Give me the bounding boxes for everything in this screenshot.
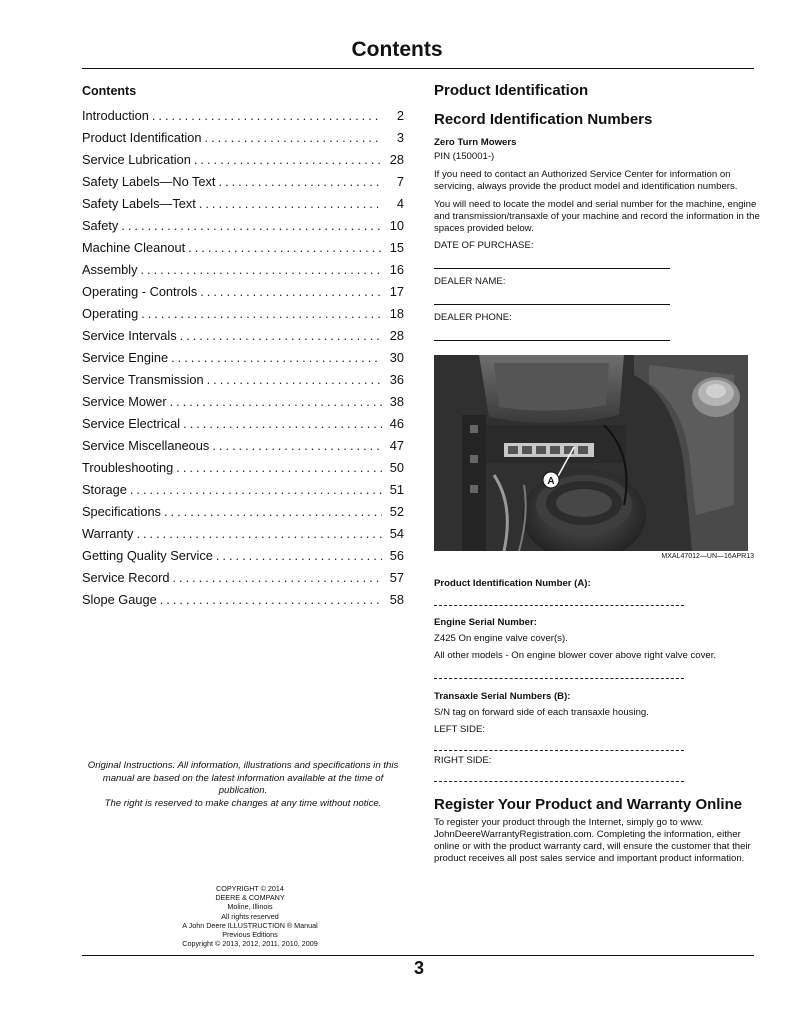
callout-a: A: [547, 476, 555, 487]
toc-entry-label: Service Miscellaneous: [82, 438, 210, 453]
toc-entry-page: 28: [389, 328, 404, 343]
toc-entry-label: Service Transmission: [82, 372, 204, 387]
figure-caption: MXAL47012—UN—16APR13: [661, 553, 754, 560]
dealer-name-field[interactable]: [434, 304, 670, 305]
toc-leader-dots: [172, 570, 382, 585]
original-instructions-notice: [82, 760, 404, 810]
toc-leader-dots: [176, 460, 382, 475]
mower-illustration: [434, 355, 748, 551]
toc-entry-page: 58: [389, 592, 404, 607]
left-side-label: LEFT SIDE:: [434, 724, 486, 735]
notice-rights: The right is reserved to make changes at any time without notice.: [104, 797, 382, 809]
toc-leader-dots: [207, 372, 382, 387]
toc-entry-page: 28: [389, 152, 404, 167]
toc-leader-dots: [141, 306, 382, 321]
toc-entry-page: 50: [389, 460, 404, 475]
page-number: 3: [413, 958, 424, 978]
transaxle-serial-label: Transaxle Serial Numbers (B):: [434, 691, 571, 702]
toc-list: [82, 108, 404, 614]
engine-note-other: All other models - On engine blower cover above right valve cover.: [434, 650, 717, 661]
toc-leader-dots: [200, 284, 382, 299]
copyright-line: DEERE & COMPANY: [215, 893, 285, 903]
toc-entry-label: Introduction: [82, 108, 149, 123]
bottom-rule: [82, 955, 754, 956]
dealer-name-label: DEALER NAME:: [434, 276, 506, 287]
toc-entry-label: Service Mower: [82, 394, 167, 409]
toc-entry-label: Safety: [82, 218, 119, 233]
toc-leader-dots: [188, 240, 382, 255]
toc-entry[interactable]: [82, 152, 404, 174]
toc-entry[interactable]: [82, 306, 404, 328]
toc-entry[interactable]: [82, 504, 404, 526]
toc-entry-page: 56: [389, 548, 404, 563]
copyright-line: All rights reserved: [221, 911, 279, 921]
toc-entry-page: 30: [389, 350, 404, 365]
toc-entry-label: Warranty: [82, 526, 134, 541]
right-side-label: RIGHT SIDE:: [434, 755, 492, 766]
toc-entry-page: 38: [389, 394, 404, 409]
toc-entry-label: Service Record: [82, 570, 170, 585]
toc-entry[interactable]: [82, 240, 404, 262]
toc-leader-dots: [160, 592, 382, 607]
toc-entry[interactable]: [82, 526, 404, 548]
register-body: To register your product through the Internet, simply go to www. JohnDeereWarrantyRegistration.com. Completing the information, either online or with the product warranty card, will ensure the customer that their product receives all post sales service and important product information.: [434, 817, 751, 864]
right-side-field[interactable]: [434, 781, 684, 782]
toc-entry-label: Specifications: [82, 504, 161, 519]
toc-entry-page: 57: [389, 570, 404, 585]
toc-entry-label: Assembly: [82, 262, 138, 277]
dealer-phone-label: DEALER PHONE:: [434, 312, 512, 323]
toc-entry-page: 46: [389, 416, 404, 431]
toc-entry[interactable]: [82, 592, 404, 614]
toc-entry-page: 4: [396, 196, 404, 211]
toc-entry-label: Machine Cleanout: [82, 240, 186, 255]
toc-entry-page: 52: [389, 504, 404, 519]
toc-entry[interactable]: [82, 460, 404, 482]
toc-entry[interactable]: [82, 438, 404, 460]
locate-paragraph: You will need to locate the model and serial number for the machine, engine and transmission/transaxle of your machine and record the information in the spaces provided below.: [434, 199, 760, 234]
toc-entry[interactable]: [82, 350, 404, 372]
date-of-purchase-label: DATE OF PURCHASE:: [434, 240, 534, 251]
toc-entry-label: Service Engine: [82, 350, 169, 365]
toc-leader-dots: [183, 416, 382, 431]
toc-entry-page: 17: [389, 284, 404, 299]
toc-leader-dots: [199, 196, 382, 211]
toc-entry[interactable]: [82, 482, 404, 504]
toc-entry-page: 36: [389, 372, 404, 387]
toc-entry[interactable]: [82, 218, 404, 240]
toc-entry-page: 51: [389, 482, 404, 497]
toc-entry-label: Getting Quality Service: [82, 548, 213, 563]
date-of-purchase-field[interactable]: [434, 268, 670, 269]
engine-note-z425: Z425 On engine valve cover(s).: [434, 633, 568, 644]
product-identification-section: [434, 82, 760, 865]
copyright-line: Copyright © 2013, 2012, 2011, 2010, 2009: [182, 939, 318, 949]
mower-photo: [434, 355, 748, 551]
toc-leader-dots: [216, 548, 382, 563]
toc-entry-label: Slope Gauge: [82, 592, 157, 607]
toc-entry-page: 2: [396, 108, 404, 123]
toc-entry-page: 3: [396, 130, 404, 145]
toc-entry-label: Product Identification: [82, 130, 202, 145]
pin-field[interactable]: [434, 605, 684, 606]
toc-entry-page: 18: [389, 306, 404, 321]
toc-entry-label: Storage: [82, 482, 127, 497]
copyright-line: COPYRIGHT © 2014: [216, 884, 284, 893]
toc-leader-dots: [212, 438, 382, 453]
toc-entry[interactable]: [82, 196, 404, 218]
toc-leader-dots: [136, 526, 382, 541]
copyright-line: Moline, Illinois: [227, 902, 273, 912]
toc-leader-dots: [194, 152, 382, 167]
copyright-block: [150, 884, 350, 948]
copyright-line: A John Deere ILLUSTRUCTION ® Manual: [182, 920, 318, 930]
toc-entry[interactable]: [82, 130, 404, 152]
register-heading: Register Your Product and Warranty Online: [434, 796, 743, 813]
toc-leader-dots: [130, 482, 382, 497]
toc-entry[interactable]: [82, 548, 404, 570]
transaxle-note: S/N tag on forward side of each transaxle housing.: [434, 707, 649, 718]
pin-label: Product Identification Number (A):: [434, 578, 591, 589]
engine-serial-label: Engine Serial Number:: [434, 617, 537, 628]
contact-paragraph: If you need to contact an Authorized Service Center for information on servicing, always provide the product model and identification numbers.: [434, 169, 738, 192]
toc-entry[interactable]: [82, 328, 404, 350]
engine-serial-field[interactable]: [434, 678, 684, 679]
table-of-contents: [82, 84, 404, 614]
toc-entry-label: Service Electrical: [82, 416, 181, 431]
toc-leader-dots: [170, 394, 382, 409]
pin-range: PIN (150001-): [434, 151, 495, 162]
toc-entry-page: 54: [389, 526, 404, 541]
toc-entry[interactable]: [82, 372, 404, 394]
toc-entry-label: Operating: [82, 306, 139, 321]
page-title: Contents: [351, 38, 443, 61]
model-group-label: Zero Turn Mowers: [434, 137, 517, 148]
toc-entry-page: 10: [389, 218, 404, 233]
left-side-field[interactable]: [434, 750, 684, 751]
toc-entry-label: Service Lubrication: [82, 152, 191, 167]
toc-leader-dots: [152, 108, 382, 123]
copyright-line: Previous Editions: [222, 930, 278, 940]
toc-heading: Contents: [82, 84, 137, 98]
toc-leader-dots: [171, 350, 382, 365]
toc-entry[interactable]: [82, 284, 404, 306]
toc-leader-dots: [140, 262, 382, 277]
record-id-numbers-heading: Record Identification Numbers: [434, 111, 653, 128]
top-rule: [82, 68, 754, 69]
toc-leader-dots: [180, 328, 382, 343]
toc-entry-label: Operating - Controls: [82, 284, 198, 299]
toc-leader-dots: [205, 130, 382, 145]
toc-entry-label: Troubleshooting: [82, 460, 174, 475]
toc-entry[interactable]: [82, 262, 404, 284]
toc-entry-page: 47: [389, 438, 404, 453]
dealer-phone-field[interactable]: [434, 340, 670, 341]
toc-leader-dots: [219, 174, 383, 189]
toc-entry[interactable]: [82, 394, 404, 416]
toc-leader-dots: [164, 504, 382, 519]
product-identification-heading: Product Identification: [434, 82, 589, 99]
toc-entry[interactable]: [82, 108, 404, 130]
toc-entry-label: Safety Labels—No Text: [82, 174, 216, 189]
toc-entry-page: 16: [389, 262, 404, 277]
toc-entry-page: 7: [396, 174, 404, 189]
toc-leader-dots: [121, 218, 382, 233]
toc-entry[interactable]: [82, 416, 404, 438]
toc-entry-label: Safety Labels—Text: [82, 196, 196, 211]
toc-entry[interactable]: [82, 174, 404, 196]
toc-entry-page: 15: [389, 240, 404, 255]
notice-text: Original Instructions. All information, illustrations and specifications in this manual are based on the latest information available at the time of publication.: [87, 760, 399, 796]
toc-entry[interactable]: [82, 570, 404, 592]
toc-entry-label: Service Intervals: [82, 328, 177, 343]
